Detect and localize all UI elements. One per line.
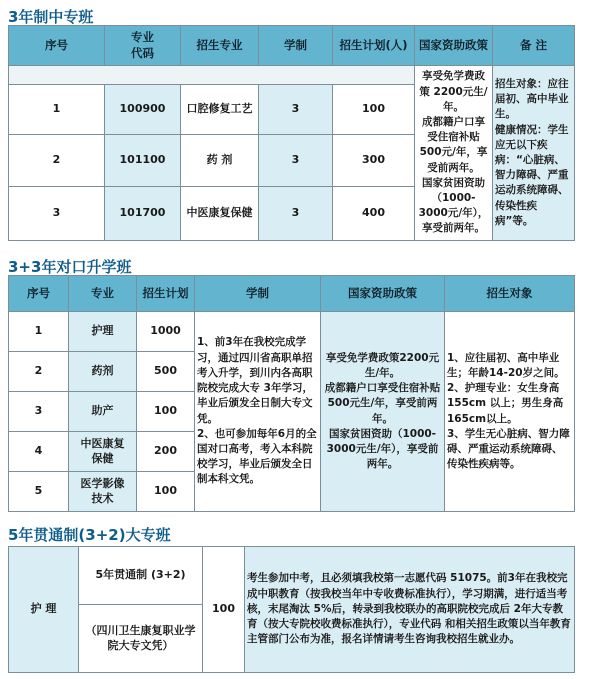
- section3-desc: 考生参加中考，且必须填我校第一志愿代码 51075。前3年在我校完成中职教育（按我校当年中专收费标准执行），学习期满，进行适当考核，末尾淘汰 5%后，转录到我校联办的高职院校完成后 2年大专教育（按大专院校收费标准执行），专业代码 和相关招生政策以当年教育主管部门公布为准，报名详情请考生咨询我校招生就业办。: [245, 547, 575, 673]
- row-major: 中医康复 保健: [69, 432, 137, 472]
- header-plan: 招生计划(人): [333, 26, 415, 66]
- header-remark: 备 注: [493, 26, 575, 66]
- section3-table: [8, 546, 575, 673]
- row-major: 口腔修复工艺: [181, 85, 259, 135]
- row-code: 101700: [105, 187, 181, 241]
- header-years: 学制: [259, 26, 333, 66]
- row-major: 助产: [69, 392, 137, 432]
- row-no: 3: [9, 187, 105, 241]
- row-plan: 100: [333, 85, 415, 135]
- row-years: 3: [259, 135, 333, 187]
- row-years: 3: [259, 187, 333, 241]
- row-plan: 500: [137, 352, 195, 392]
- section3-major: 护 理: [9, 547, 79, 673]
- section2-target: 1、应往届初、高中毕业生；年龄14-20岁之间。 2、护理专业：女生身高 155cm 以上；男生身高 165cm以上。 3、学生无心脏病、智力障碍、严重运动系统障碍、传染性疾病等。: [445, 312, 575, 512]
- row-major: 中医康复保健: [181, 187, 259, 241]
- header-policy: 国家资助政策: [415, 26, 493, 66]
- header-code: 专业 代码: [105, 26, 181, 66]
- row-no: 2: [9, 135, 105, 187]
- row-major: 药剂: [69, 352, 137, 392]
- section1-policy: 享受免学费政策 2200元生/年。 成都籍户口享受住宿补贴500元/年，享受前两年。 国家贫困资助（1000-3000元/年），享受前两年。: [415, 66, 493, 241]
- spacer-row: [9, 66, 415, 85]
- row-no: 5: [9, 472, 69, 512]
- section2-policy: 享受免学费政策2200元生/年。 成都籍户口享受住宿补贴500元生/年，享受前两年。 国家贫困资助（1000-3000元生/年），享受前两年。: [321, 312, 445, 512]
- table-row: [9, 312, 575, 352]
- row-code: 101100: [105, 135, 181, 187]
- row-plan: 200: [137, 432, 195, 472]
- row-no: 1: [9, 312, 69, 352]
- section1-title: 3年制中专班: [8, 8, 94, 26]
- section3-program: 5年贯通制 (3+2): [79, 547, 203, 605]
- row-plan: 300: [333, 135, 415, 187]
- header-no: 序号: [9, 26, 105, 66]
- header-major: 招生专业: [181, 26, 259, 66]
- row-code: 100900: [105, 85, 181, 135]
- section1-remark: 招生对象：应往届初、高中毕业生。 健康情况：学生应无以下疾病：“心脏病、智力障碍、严重运动系统障碍、传染性疾病”等。: [493, 66, 575, 241]
- row-years: 3: [259, 85, 333, 135]
- header-policy: 国家资助政策: [321, 276, 445, 312]
- row-no: 3: [9, 392, 69, 432]
- row-major: 护理: [69, 312, 137, 352]
- row-major: 医学影像 技术: [69, 472, 137, 512]
- header-target: 招生对象: [445, 276, 575, 312]
- header-no: 序号: [9, 276, 69, 312]
- header-plan: 招生计划: [137, 276, 195, 312]
- section3-diploma: （四川卫生康复职业学院大专文凭）: [79, 605, 203, 673]
- row-no: 2: [9, 352, 69, 392]
- header-system: 学制: [195, 276, 321, 312]
- row-plan: 400: [333, 187, 415, 241]
- row-no: 4: [9, 432, 69, 472]
- section3-title: 5年贯通制(3+2)大专班: [8, 526, 171, 544]
- section2-table: [8, 275, 575, 512]
- header-major: 专业: [69, 276, 137, 312]
- row-plan: 100: [137, 472, 195, 512]
- section1-table: [8, 25, 575, 241]
- row-major: 药 剂: [181, 135, 259, 187]
- row-plan: 100: [137, 392, 195, 432]
- row-no: 1: [9, 85, 105, 135]
- section3-plan: 100: [203, 547, 245, 673]
- section2-system: 1、前3年在我校完成学习，通过四川省高职单招考入升学，到川内各高职院校完成大专 3年学习，毕业后颁发全日制大专文凭。 2、也可参加每年6月的全国对口高考，考入本科院校学习，毕业后颁发全日制本科文凭。: [195, 312, 321, 512]
- row-plan: 1000: [137, 312, 195, 352]
- section2-title: 3+3年对口升学班: [8, 258, 132, 276]
